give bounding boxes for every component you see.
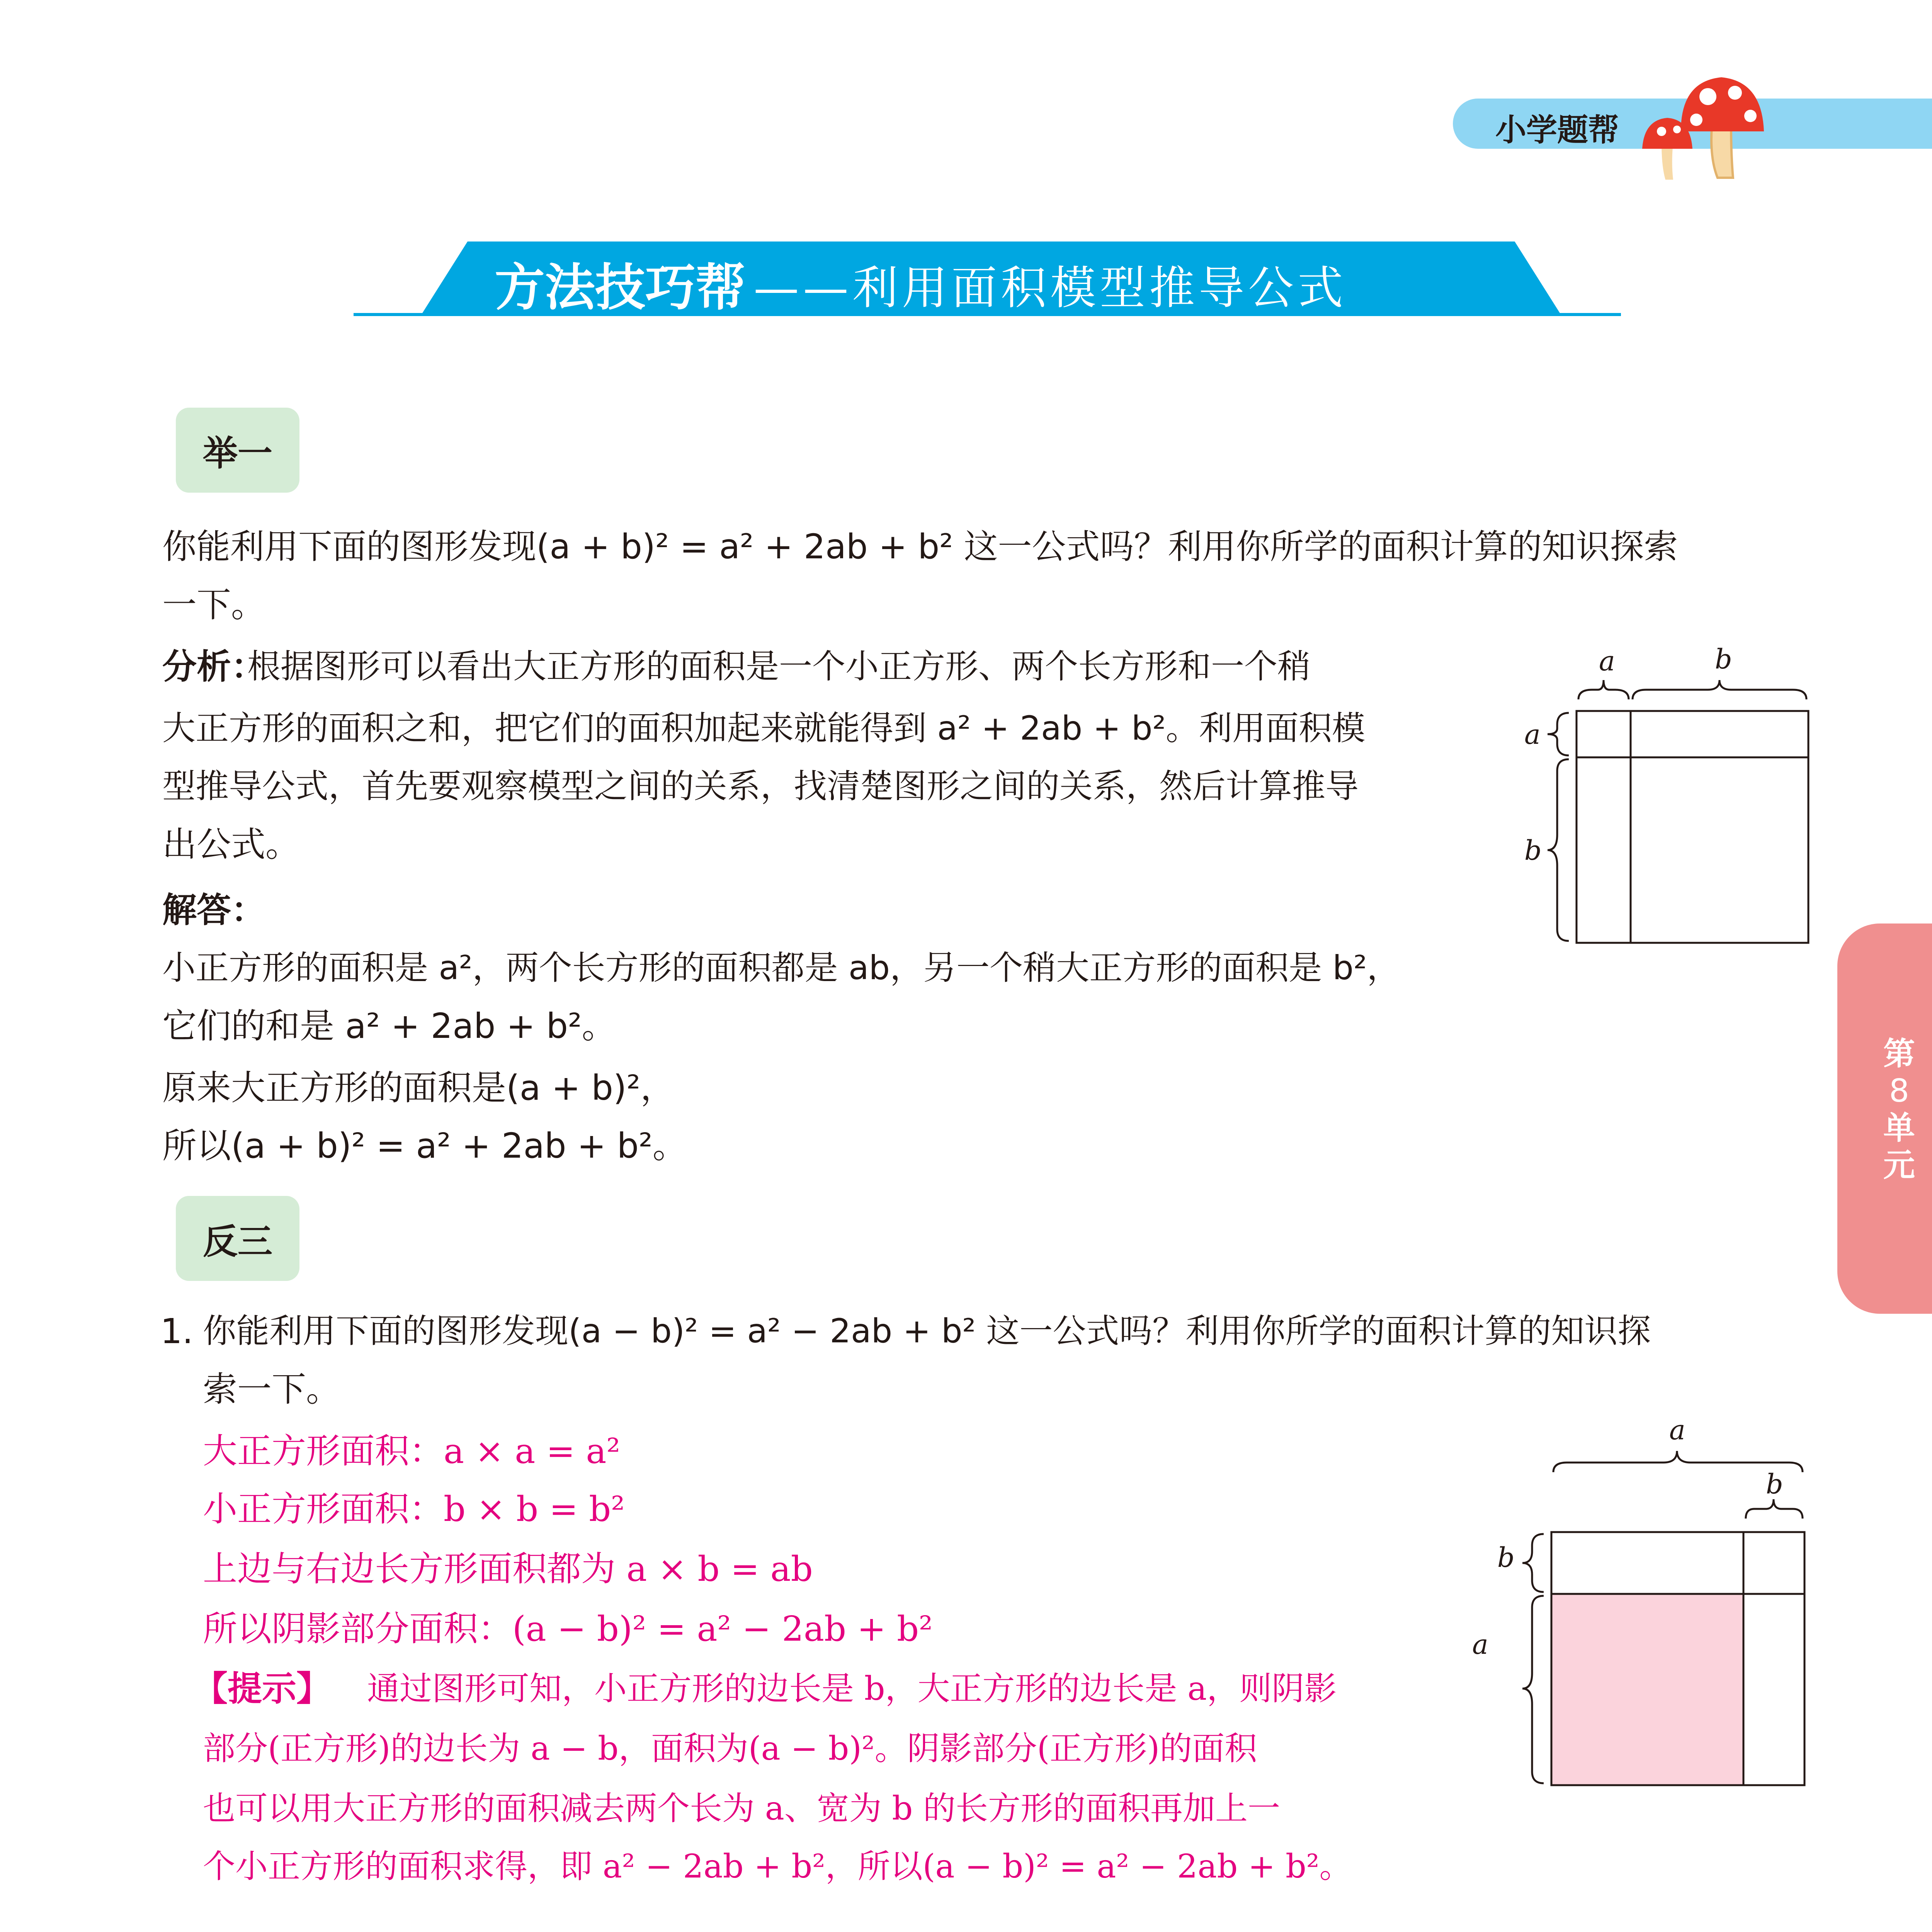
practice-pill: 反三 [176,1196,299,1281]
fig2-left-a: a [1472,1629,1488,1660]
answer-line-3: 原来大正方形的面积是(a + b)²， [162,1068,675,1108]
fig1-left-a: a [1524,719,1541,750]
unit-side-tab-text [1851,1036,1932,1184]
fig1-top-a: a [1599,645,1615,677]
q1-answer-line-4: 所以阴影部分面积：(a − b)² = a² − 2ab + b² [203,1609,933,1649]
q1-hint-line-3: 也可以用大正方形的面积减去两个长为 a、宽为 b 的长方形的面积再加上一 [203,1789,1280,1827]
unit-char-3: 单 [1883,1110,1915,1146]
fig1-top-b: b [1715,643,1732,675]
analysis-line-3: 型推导公式，首先要观察模型之间的关系，找清楚图形之间的关系，然后计算推导 [162,767,1359,806]
analysis-line-4: 出公式。 [162,824,300,864]
unit-char-2: 8 [1889,1073,1910,1109]
answer-label: 解答： [162,890,265,930]
example-pill: 举一 [176,408,299,493]
answer-line-2: 它们的和是 a² + 2ab + b²。 [162,1006,616,1046]
unit-char-4: 元 [1883,1147,1915,1184]
figure-square-sum [1519,641,1812,951]
q1-number: 1. [160,1311,193,1351]
q1-hint-line-2: 部分(正方形)的边长为 a − b，面积为(a − b)²。阴影部分(正方形)的面积 [203,1730,1257,1767]
analysis-line-1: 根据图形可以看出大正方形的面积是一个小正方形、两个长方形和一个稍 [247,647,1311,686]
answer-line-4: 所以(a + b)² = a² + 2ab + b²。 [162,1126,687,1166]
banner-title-main: 方法技巧帮 [495,258,746,317]
q1-hint-line-4: 个小正方形的面积求得，即 a² − 2ab + b²，所以(a − b)² = a² − 2ab + b²。 [203,1847,1352,1885]
q1-hint-label: 【提示】 [193,1668,331,1709]
analysis-label: 分析： [162,646,265,687]
answer-line-1: 小正方形的面积是 a²，两个长方形的面积都是 ab，另一个稍大正方形的面积是 b²， [162,949,1400,987]
fig2-top-b: b [1766,1468,1783,1500]
example-question-line-1: 你能利用下面的图形发现(a + b)² = a² + 2ab + b² 这一公式吗？利用你所学的面积计算的知识探索 [162,527,1678,566]
q1-answer-line-3: 上边与右边长方形面积都为 a × b = ab [203,1549,813,1589]
figure-square-difference [1480,1406,1820,1801]
example-question-line-2: 一下。 [162,585,265,625]
unit-char-1: 第 [1883,1036,1915,1072]
brand-label: 小学题帮 [1495,112,1619,148]
q1-answer-line-2: 小正方形面积：b × b = b² [203,1489,625,1529]
analysis-line-2: 大正方形的面积之和，把它们的面积加起来就能得到 a² + 2ab + b²。利用面积模 [162,709,1366,748]
fig2-left-b: b [1497,1542,1515,1573]
q1-hint-line-1: 通过图形可知，小正方形的边长是 b，大正方形的边长是 a，则阴影 [367,1670,1337,1708]
q1-shaded-region [1552,1595,1743,1785]
banner-title-sub: ——利用面积模型推导公式 [753,261,1347,315]
q1-text-line-2: 索一下。 [203,1369,340,1409]
fig1-left-b: b [1524,835,1542,866]
q1-answer-line-1: 大正方形面积：a × a = a² [203,1431,621,1471]
mushroom-icon [1634,66,1774,182]
q1-text-line-1: 你能利用下面的图形发现(a − b)² = a² − 2ab + b² 这一公式吗？利用你所学的面积计算的知识探 [203,1312,1651,1350]
fig2-top-a: a [1669,1414,1685,1446]
